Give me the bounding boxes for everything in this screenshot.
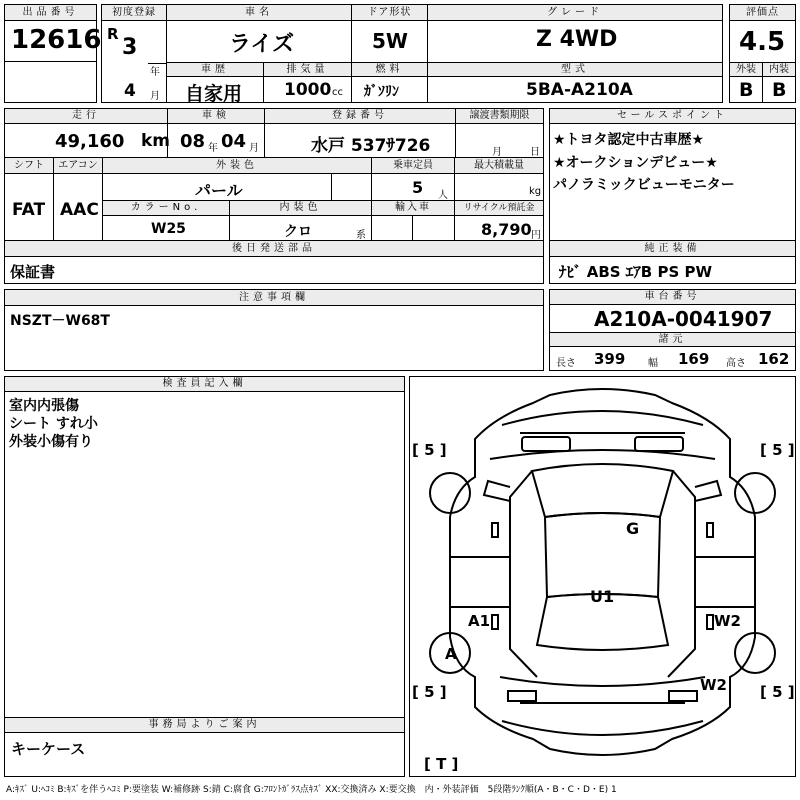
recycle-cell: [454, 200, 544, 241]
specs-label: 諸元: [550, 333, 795, 347]
lot-number: 12616: [11, 25, 102, 55]
recycle-unit: 円: [531, 230, 541, 241]
inspection-year-unit: 年: [208, 143, 218, 154]
history-label: 車歴: [167, 63, 263, 77]
capacity: 5: [412, 178, 424, 197]
office-notice-cell: [4, 717, 405, 777]
inspector-note-2: シート すれ小: [9, 416, 98, 432]
damage-mark-rear-right: W2: [700, 676, 727, 694]
model-code-label: 型式: [428, 63, 722, 77]
width-label: 幅: [648, 358, 658, 369]
interior-score-label: 内装: [763, 63, 795, 77]
notes: NSZT－W68T: [10, 313, 110, 329]
car-name-label: 車名: [167, 5, 351, 21]
recycle-label: リサイクル預託金: [455, 201, 543, 216]
damage-mark-left-door: A1: [468, 612, 491, 630]
displacement-label: 排気量: [264, 63, 351, 77]
aircon-label: エアコン: [54, 158, 102, 174]
overall-score: 4.5: [739, 27, 786, 57]
tire-front-left: [ 5 ]: [412, 441, 447, 459]
capacity-label: 乗車定員: [372, 158, 454, 174]
tire-spare: [ T ]: [424, 755, 459, 773]
sales-point-cell: [549, 108, 796, 241]
mileage-label: 走行: [5, 109, 167, 124]
interior-score: B: [772, 79, 787, 101]
first-registration-month: 4: [124, 81, 136, 101]
aircon-cell: [53, 157, 103, 241]
interior-color-label: 内装色: [230, 201, 371, 216]
interior-color: クロ: [284, 224, 312, 240]
exterior-color-cell: [102, 157, 372, 201]
door-type-label: ドア形状: [352, 5, 427, 21]
later-parts-label: 後日発送部品: [5, 241, 543, 257]
office-notice: キーケース: [11, 740, 86, 758]
displacement: 1000: [284, 80, 332, 100]
car-name-cell: [166, 4, 352, 63]
tire-rear-left: [ 5 ]: [412, 683, 447, 701]
score-label: 評価点: [730, 5, 795, 21]
transfer-month-unit: 月: [492, 147, 502, 158]
first-registration-cell: [101, 4, 167, 103]
inspection-month-unit: 月: [249, 143, 259, 154]
max-load-label: 最大積載量: [455, 158, 543, 174]
inspection-label: 車検: [168, 109, 264, 124]
mileage-cell: [4, 108, 171, 158]
inspector-note-3: 外装小傷有り: [9, 434, 93, 450]
sales-point-line-3: パノラミックビューモニター: [553, 177, 735, 193]
car-name: ライズ: [229, 32, 295, 57]
registration-number-label: 登録番号: [265, 109, 455, 124]
month-unit: 月: [150, 91, 160, 102]
interior-color-unit: 系: [356, 230, 366, 241]
lot-number-label: 出品番号: [5, 5, 96, 21]
notes-cell: [4, 289, 544, 371]
inspection-month: 04: [221, 131, 247, 152]
chassis-number-cell: [549, 289, 796, 333]
first-registration-year: 3: [122, 35, 138, 60]
capacity-unit: 人: [438, 190, 448, 201]
year-unit: 年: [150, 67, 160, 78]
interior-score-cell: [762, 62, 796, 103]
damage-mark-right-door: W2: [714, 612, 741, 630]
history-cell: [166, 62, 264, 103]
width: 169: [678, 350, 710, 368]
max-load-cell: [454, 157, 544, 201]
color-number-cell: [102, 200, 230, 241]
exterior-score-label: 外装: [730, 63, 762, 77]
chassis-number: A210A-0041907: [594, 307, 773, 331]
capacity-cell: [371, 157, 455, 201]
office-notice-label: 事務局よりご案内: [5, 718, 404, 733]
grade-label: グレード: [428, 5, 722, 21]
mileage-unit: km: [141, 131, 171, 151]
lot-number-cell: [4, 4, 102, 62]
color-number-label: カラーNo.: [103, 201, 229, 216]
shift-cell: [4, 157, 54, 241]
damage-legend: A:ｷｽﾞ U:ﾍｺﾐ B:ｷｽﾞを伴うﾍｺﾐ P:要塗装 W:補修跡 S:錆 C:腐食 G:ﾌﾛﾝﾄｶﾞﾗｽ点ｷｽﾞ XX:交換済み X:要交換 内・外装評価 5段階ﾗﾝｸ順(A・B・C・D・E) 1: [6, 785, 617, 795]
damage-mark-windshield: G: [626, 519, 640, 538]
car-body-outline: [410, 377, 795, 776]
model-code-cell: [427, 62, 723, 103]
equipment-label: 純正装備: [550, 241, 795, 257]
displacement-cell: [263, 62, 352, 103]
history: 自家用: [185, 83, 243, 105]
sales-point-line-1: ★トヨタ認定中古車歴★: [553, 132, 705, 148]
registration-number: 水戸 537ｻ726: [311, 136, 431, 156]
import-cell: [371, 200, 455, 241]
registration-number-cell: [264, 108, 456, 158]
era-prefix: R: [107, 25, 119, 43]
exterior-score-cell: [729, 62, 763, 103]
equipment: ﾅﾋﾞ ABS ｴｱB PS PW: [559, 263, 713, 281]
sales-point-label: セールスポイント: [550, 109, 795, 124]
shift-label: シフト: [5, 158, 53, 174]
height-label: 高さ: [726, 358, 746, 369]
first-registration-label: 初度登録: [102, 5, 166, 21]
exterior-score: B: [739, 79, 754, 101]
color-number: W25: [151, 221, 186, 237]
lot-number-extra: [4, 61, 97, 103]
damage-mark-left-wheel: A: [445, 645, 457, 663]
chassis-number-label: 車台番号: [550, 290, 795, 305]
transfer-deadline-label: 譲渡書類期限: [456, 109, 543, 124]
inspector-note-1: 室内内張傷: [9, 398, 79, 414]
transfer-deadline-cell: [455, 108, 544, 158]
transfer-day-unit: 日: [530, 147, 540, 158]
specs-cell: [549, 332, 796, 371]
length: 399: [594, 350, 626, 368]
length-label: 長さ: [556, 358, 576, 369]
exterior-color: パール: [195, 181, 243, 200]
displacement-unit: cc: [332, 87, 343, 98]
model-code: 5BA-A210A: [526, 80, 633, 100]
fuel: ｶﾞｿﾘﾝ: [364, 84, 399, 100]
tire-rear-right: [ 5 ]: [760, 683, 795, 701]
later-parts: 保証書: [10, 263, 56, 281]
door-type: 5W: [372, 29, 408, 53]
interior-color-cell: [229, 200, 372, 241]
door-type-cell: [351, 4, 428, 63]
recycle-deposit: 8,790: [481, 220, 532, 239]
inspector-notes-label: 検査員記入欄: [5, 377, 404, 392]
fuel-cell: [351, 62, 428, 103]
fuel-label: 燃料: [352, 63, 427, 77]
shift: FAT: [12, 200, 46, 220]
inspection-year: 08: [180, 131, 206, 152]
notes-label: 注意事項欄: [5, 290, 543, 306]
exterior-color-label: 外装色: [103, 158, 371, 174]
sales-point-line-2: ★オークションデビュー★: [553, 155, 718, 171]
grade-cell: [427, 4, 723, 63]
later-parts-cell: [4, 240, 544, 284]
aircon: AAC: [60, 200, 99, 220]
import-label: 輸入車: [372, 201, 454, 216]
height: 162: [758, 350, 790, 368]
inspection-cell: [167, 108, 265, 158]
score-cell: [729, 4, 796, 63]
inspector-notes-cell: [4, 376, 405, 718]
damage-mark-roof: U1: [590, 587, 615, 606]
tire-front-right: [ 5 ]: [760, 441, 795, 459]
equipment-cell: [549, 240, 796, 284]
grade: Z 4WD: [536, 27, 618, 52]
max-load-unit: kg: [529, 186, 542, 197]
car-diagram: [409, 376, 796, 777]
mileage: 49,160: [55, 131, 125, 152]
